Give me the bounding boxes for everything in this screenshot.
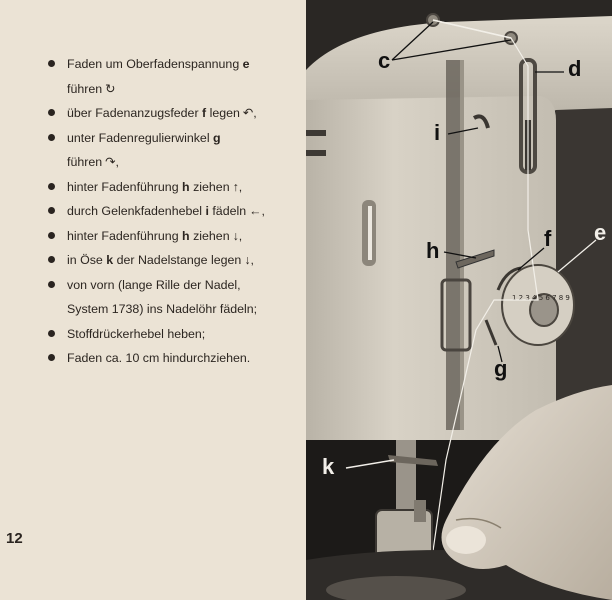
instruction-line: [48, 346, 288, 371]
instruction-line: [48, 248, 288, 273]
needle-bar: [396, 440, 416, 520]
instruction-text: [67, 77, 102, 102]
part-text: führen: [67, 81, 103, 96]
instruction-line: [48, 224, 288, 249]
part-text: Faden um Oberfadenspannung: [67, 57, 243, 71]
instruction-line: [48, 126, 288, 151]
instruction-text: [67, 248, 241, 273]
label-k: k: [322, 454, 335, 479]
instruction-text: [67, 175, 230, 200]
part-text: durch Gelenkfadenhebel: [67, 204, 206, 218]
instruction-text: [67, 199, 246, 224]
bullet-icon: [48, 60, 55, 67]
instruction-line: [48, 322, 288, 347]
bullet-icon: [48, 134, 55, 141]
instruction-line: [48, 77, 288, 102]
label-f: f: [544, 226, 552, 251]
instruction-text: [67, 224, 230, 249]
part-text: Stoffdrückerhebel heben;: [67, 326, 206, 341]
part-text: ziehen: [189, 228, 230, 243]
slot-highlight: [368, 206, 372, 260]
label-c: c: [378, 48, 391, 73]
label-h: h: [426, 238, 440, 263]
part-text: von vorn (lange Rille der Nadel,: [67, 277, 241, 292]
label-d: d: [568, 56, 582, 81]
part-letter: g: [213, 130, 221, 145]
part-letter: f: [202, 106, 207, 120]
part-text: der Nadelstange legen: [113, 253, 242, 267]
part-letter: h: [182, 228, 190, 243]
sewing-machine-illustration: [306, 0, 612, 600]
instruction-text: [67, 52, 250, 77]
instruction-line: [48, 52, 288, 77]
presser-screw: [414, 500, 426, 522]
label-i: i: [434, 120, 441, 145]
label-e: e: [594, 220, 607, 245]
instruction-line: [48, 101, 288, 126]
part-text: legen: [206, 106, 240, 120]
direction-symbol: ↶,: [242, 106, 257, 120]
direction-symbol: ↷,: [105, 155, 119, 169]
direction-symbol: ↑,: [232, 179, 243, 194]
instruction-line: [48, 199, 288, 224]
part-text: unter Fadenregulierwinkel: [67, 130, 214, 145]
part-letter: i: [205, 204, 209, 218]
direction-symbol: ↻: [105, 81, 116, 96]
instruction-line: [48, 150, 288, 175]
part-letter: k: [106, 253, 114, 267]
bullet-icon: [48, 330, 55, 337]
part-text: führen: [67, 155, 103, 169]
part-letter: h: [182, 179, 190, 194]
part-text: hinter Fadenführung: [67, 228, 183, 243]
page-number: 12: [6, 530, 23, 547]
bullet-icon: [48, 109, 55, 116]
instruction-line: [48, 297, 288, 322]
instruction-line: [48, 175, 288, 200]
direction-symbol: ↓,: [244, 253, 254, 267]
direction-symbol: ↓,: [232, 228, 243, 243]
part-letter: e: [242, 57, 250, 71]
instruction-text: [67, 101, 240, 126]
thumb-tip: [446, 526, 486, 554]
groove-highlight: [460, 60, 464, 430]
part-text: Faden ca. 10 cm hindurchziehen.: [67, 351, 251, 365]
instruction-line: [48, 273, 288, 298]
instruction-text: [67, 346, 250, 371]
bullet-icon: [48, 281, 55, 288]
bullet-icon: [48, 183, 55, 190]
sewing-machine-photo: [306, 0, 612, 600]
instruction-text: [67, 322, 205, 347]
bullet-icon: [48, 256, 55, 263]
bullet-icon: [48, 354, 55, 361]
label-g: g: [494, 356, 508, 381]
bullet-icon: [48, 207, 55, 214]
vent-1: [306, 130, 326, 136]
part-text: hinter Fadenführung: [67, 179, 183, 194]
instruction-text: [67, 126, 221, 151]
tension-dial-numbers: 1 2 3 4 5 6 7 8 9: [512, 294, 570, 302]
direction-symbol: ←,: [249, 204, 265, 218]
instruction-text: [67, 273, 241, 298]
part-text: System 1738) ins Nadelöhr fädeln;: [67, 302, 258, 316]
part-text: in Öse: [67, 253, 107, 267]
vent-2: [306, 150, 326, 156]
threading-instructions: [48, 52, 288, 371]
instruction-text: [67, 150, 102, 175]
part-text: über Fadenanzugsfeder: [67, 106, 203, 120]
part-text: fädeln: [208, 204, 247, 218]
part-text: ziehen: [189, 179, 230, 194]
instruction-text: [67, 297, 257, 322]
bullet-icon: [48, 232, 55, 239]
